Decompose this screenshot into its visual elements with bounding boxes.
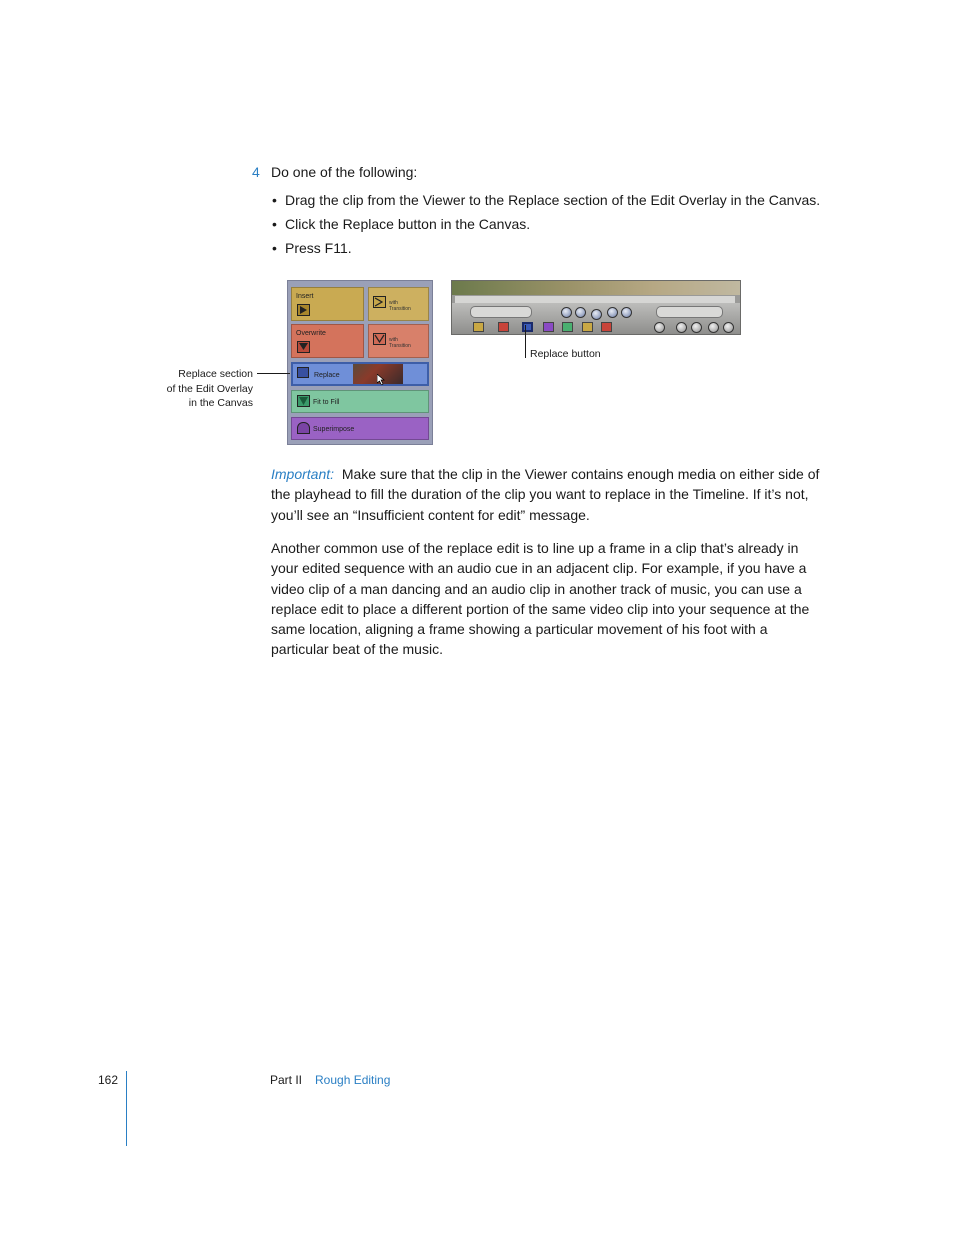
insert-with-transition-button[interactable] (582, 322, 593, 332)
step-text: Do one of the following: (271, 164, 418, 180)
play-in-to-out-button[interactable] (561, 307, 572, 318)
fit-to-fill-button[interactable] (562, 322, 573, 332)
canvas-image-strip (452, 281, 740, 295)
add-marker-button[interactable] (676, 322, 687, 333)
overlay-overwrite-label: Overwrite (296, 330, 326, 337)
mark-clip-button[interactable] (654, 322, 665, 333)
replace-button[interactable] (522, 322, 533, 332)
overwrite-icon (297, 341, 310, 353)
callout-replace-section: Replace section of the Edit Overlay in the Canvas (166, 368, 253, 409)
footer-section-link[interactable]: Rough Editing (315, 1073, 391, 1087)
overlay-superimpose[interactable] (291, 417, 429, 440)
list-item: • Press F11. (272, 240, 352, 256)
bullet-glyph: • (272, 216, 277, 232)
overlay-row-superimpose (291, 417, 429, 440)
step-number: 4 (252, 164, 260, 180)
important-text: Make sure that the clip in the Viewer contains enough media on either side of the playhead to fill the duration of the clip you want to replace in the Timeline. If it’s not, you’ll see an “Insufficient content for edit” message. (271, 466, 820, 523)
overlay-replace-label: Replace (314, 372, 340, 379)
overlay-row-overwrite (291, 324, 429, 358)
jog-control[interactable] (656, 306, 723, 318)
canvas-button-bar (452, 303, 740, 334)
overlay-insert[interactable] (291, 287, 364, 321)
overlay-row-fit-to-fill (291, 390, 429, 413)
next-edit-button[interactable] (607, 307, 618, 318)
important-label: Important: (271, 466, 335, 482)
overlay-overwrite-with-transition[interactable]: with Transition (368, 324, 429, 358)
callout-line-replace-button (525, 325, 526, 358)
overlay-fit-to-fill-label: Fit to Fill (313, 399, 340, 406)
callout-line-replace-section (257, 373, 290, 374)
list-item: • Drag the clip from the Viewer to the Replace section of the Edit Overlay in the Canvas. (272, 192, 821, 208)
play-button[interactable] (591, 309, 602, 320)
mark-in-button[interactable] (708, 322, 719, 333)
body-paragraph: Another common use of the replace edit is to line up a frame in a clip that’s already in your edited sequence with an audio cue in an adjacent clip. For example, if you have a video clip of a man dancing and an audio clip in another track of music, you can use a replace edit to place a different portion of the same video clip into your sequence at the same location, aligning a frame showing a particular movement of his foot with a particular beat of the music. (271, 540, 810, 658)
overlay-row-replace (291, 362, 429, 386)
canvas-controls-screenshot (451, 280, 741, 335)
overlay-fit-to-fill[interactable] (291, 390, 429, 413)
list-item: • Click the Replace button in the Canvas. (272, 216, 531, 232)
edit-overlay-screenshot (287, 280, 433, 445)
overwrite-with-transition-button[interactable] (601, 322, 612, 332)
replace-icon (297, 367, 309, 378)
insert-button[interactable] (473, 322, 484, 332)
overlay-replace[interactable] (291, 362, 429, 386)
footer-part: Part II (270, 1073, 303, 1087)
superimpose-icon (297, 422, 310, 434)
mark-out-button[interactable] (723, 322, 734, 333)
previous-edit-button[interactable] (575, 307, 586, 318)
overlay-insert-label: Insert (296, 293, 314, 300)
overlay-row-insert (291, 287, 429, 321)
overlay-overwrite[interactable] (291, 324, 364, 358)
mouse-pointer-icon (377, 374, 385, 385)
step-4 (252, 164, 417, 180)
bullet-glyph: • (272, 240, 277, 256)
important-note (271, 464, 827, 525)
fit-to-fill-icon (297, 395, 310, 407)
bullet-list (272, 190, 820, 262)
overlay-superimpose-label: Superimpose (313, 426, 355, 433)
superimpose-button[interactable] (543, 322, 554, 332)
overwrite-button[interactable] (498, 322, 509, 332)
callout-replace-button: Replace button (530, 348, 601, 360)
insert-icon (297, 304, 310, 316)
insert-with-transition-icon (373, 296, 386, 308)
bullet-glyph: • (272, 192, 277, 208)
footer-rule (126, 1071, 127, 1146)
overwrite-with-transition-icon (373, 333, 386, 345)
page-number: 162 (98, 1073, 119, 1087)
overlay-insert-with-transition[interactable]: with Transition (368, 287, 429, 321)
play-around-current-button[interactable] (621, 307, 632, 318)
add-keyframe-button[interactable] (691, 322, 702, 333)
shuttle-control[interactable] (470, 306, 532, 318)
